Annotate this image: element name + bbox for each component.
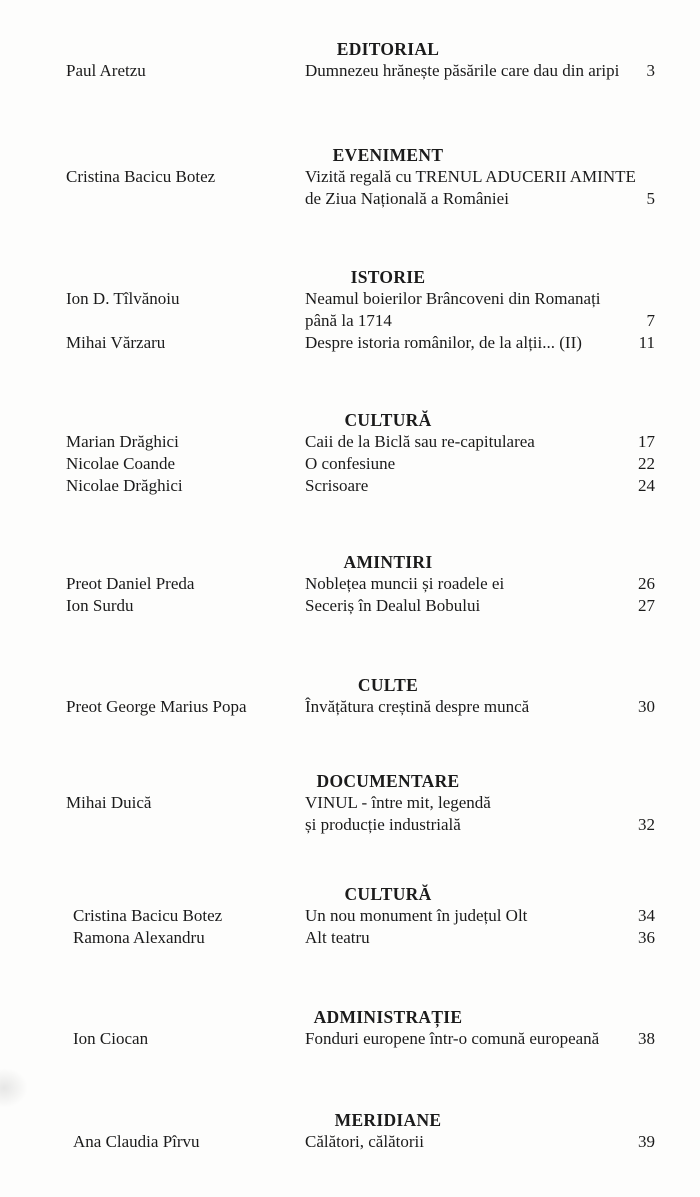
toc-row [0,288,700,310]
author-name: Ramona Alexandru [73,928,205,947]
article-title-line: Seceriș în Dealul Bobului [305,596,481,615]
toc-row [0,453,700,475]
toc-row [0,905,700,927]
author-name: Marian Drăghici [66,432,179,451]
author-name: Preot Daniel Preda [66,574,195,593]
article-title-line: și producție industrială [305,815,461,834]
section-header: AMINTIRI [343,552,433,572]
page-number: 7 [646,311,655,330]
toc-row [0,188,700,210]
toc-row [0,573,700,595]
page-number: 24 [638,476,655,495]
page-number: 26 [638,574,655,593]
section-header: CULTURĂ [344,410,432,430]
toc-row [0,60,700,82]
toc-row [0,1131,700,1153]
article-title-line: Fonduri europene într-o comună europeană [305,1029,600,1048]
article-title-line: Învățătura creștină despre muncă [305,697,530,716]
page-number: 5 [646,189,655,208]
section-header: ADMINISTRAȚIE [313,1007,463,1027]
author-name: Ion D. Tîlvănoiu [66,289,180,308]
author-name: Nicolae Coande [66,454,176,473]
author-name: Mihai Duică [66,793,152,812]
article-title-line: O confesiune [305,454,396,473]
section-header: EVENIMENT [332,145,444,165]
toc-row [0,166,700,188]
toc-row [0,332,700,354]
toc-row [0,1028,700,1050]
section-header: CULTE [357,675,419,695]
page-number: 3 [646,61,655,80]
author-name: Ion Ciocan [73,1029,149,1048]
article-title-line: Caii de la Biclă sau re-capitularea [305,432,535,451]
author-name: Paul Aretzu [66,61,146,80]
author-name: Mihai Vărzaru [66,333,166,352]
toc-row [0,431,700,453]
article-title-line: Noblețea muncii și roadele ei [305,574,505,593]
article-title-line: VINUL - între mit, legendă [305,793,491,812]
page-number: 38 [638,1029,655,1048]
page-number: 39 [638,1132,655,1151]
section-header: CULTURĂ [344,884,432,904]
author-name: Cristina Bacicu Botez [66,167,216,186]
page-number: 22 [638,454,655,473]
page-number: 34 [638,906,655,925]
page-number: 30 [638,697,655,716]
toc-row [0,310,700,332]
article-title-line: Neamul boierilor Brâncoveni din Romanați [305,289,601,308]
author-name: Nicolae Drăghici [66,476,183,495]
section-header: ISTORIE [350,267,426,287]
article-title-line: Despre istoria românilor, de la alții... (II) [305,333,582,352]
page-number: 32 [638,815,655,834]
article-title-line: Vizită regală cu TRENUL ADUCERII AMINTE [305,167,636,186]
scan-smudge-artifact [0,1068,28,1108]
article-title-line: Scrisoare [305,476,369,495]
article-title-line: Dumnezeu hrănește păsările care dau din aripi [305,61,620,80]
author-name: Ana Claudia Pîrvu [73,1132,200,1151]
toc-row [0,475,700,497]
article-title-line: Alt teatru [305,928,370,947]
toc-row [0,814,700,836]
toc-row [0,696,700,718]
author-name: Preot George Marius Popa [66,697,247,716]
page-number: 11 [638,333,655,352]
toc-row [0,595,700,617]
toc-row [0,792,700,814]
author-name: Ion Surdu [66,596,134,615]
page-number: 27 [638,596,655,615]
article-title-line: până la 1714 [305,311,392,330]
section-header: EDITORIAL [336,39,440,59]
toc-row [0,927,700,949]
article-title-line: Călători, călătorii [305,1132,424,1151]
author-name: Cristina Bacicu Botez [73,906,223,925]
article-title-line: de Ziua Națională a României [305,189,509,208]
section-header: DOCUMENTARE [316,771,460,791]
article-title-line: Un nou monument în județul Olt [305,906,528,925]
page-number: 17 [638,432,655,451]
page-number: 36 [638,928,655,947]
section-header: MERIDIANE [334,1110,442,1130]
